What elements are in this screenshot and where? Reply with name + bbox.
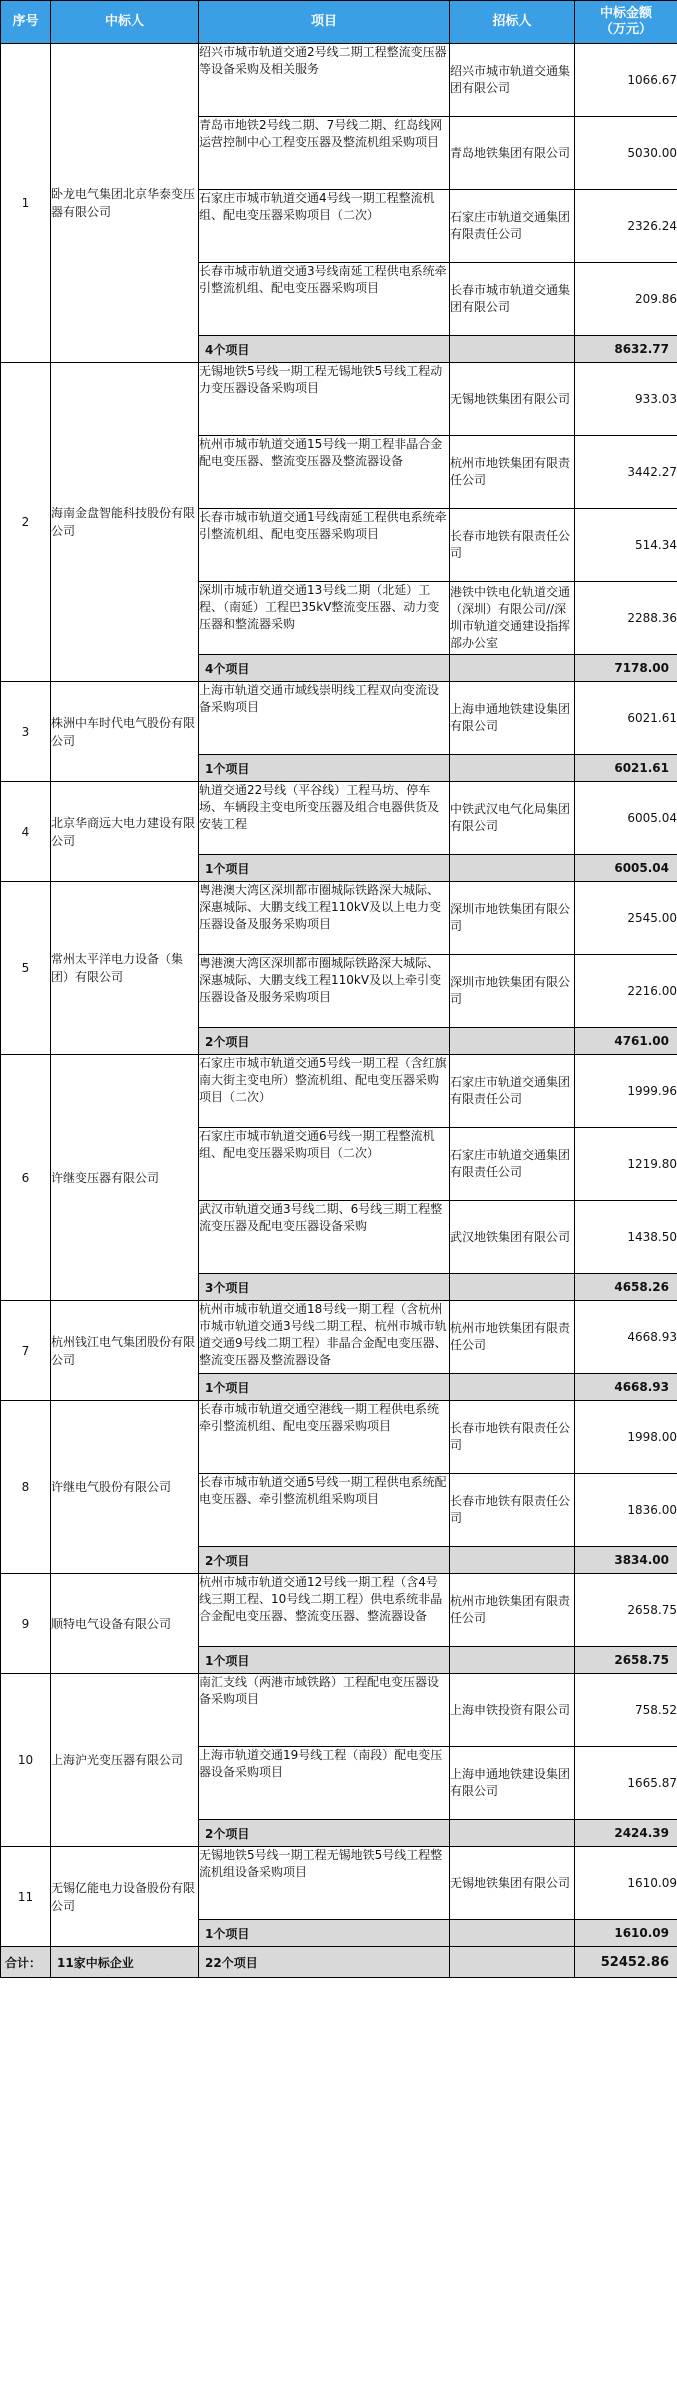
tenderer-name: 杭州市地铁集团有限责任公司 <box>450 1574 575 1647</box>
tenderer-name: 上海申通地铁建设集团有限公司 <box>450 682 575 755</box>
table-row <box>1 363 677 436</box>
subtotal-blank <box>450 1547 575 1574</box>
subtotal-blank <box>450 336 575 363</box>
table-row <box>1 1574 677 1647</box>
tenderer-name: 港铁中铁电化轨道交通（深圳）有限公司//深圳市轨道交通建设指挥部办公室 <box>450 582 575 655</box>
project-name: 长春市城市轨道交通3号线南延工程供电系统牵引整流机组、配电变压器采购项目 <box>199 263 450 336</box>
winner-name: 株洲中车时代电气股份有限公司 <box>51 682 199 782</box>
tenderer-name: 深圳市地铁集团有限公司 <box>450 882 575 955</box>
table-row <box>1 782 677 855</box>
tenderer-name: 杭州市地铁集团有限责任公司 <box>450 436 575 509</box>
project-name: 南汇支线（两港市域铁路）工程配电变压器设备采购项目 <box>199 1674 450 1747</box>
bid-amount: 2658.75 <box>575 1574 677 1647</box>
subtotal-amount: 6021.61 <box>575 755 677 782</box>
tenderer-name: 绍兴市城市轨道交通集团有限公司 <box>450 44 575 117</box>
bid-amount: 933.03 <box>575 363 677 436</box>
table-row <box>1 882 677 955</box>
tenderer-name: 杭州市地铁集团有限责任公司 <box>450 1301 575 1374</box>
table-body <box>1 44 677 1978</box>
bid-amount: 1438.50 <box>575 1201 677 1274</box>
subtotal-count: 2个项目 <box>199 1028 450 1055</box>
subtotal-count: 2个项目 <box>199 1547 450 1574</box>
table-row <box>1 1847 677 1920</box>
subtotal-blank <box>450 755 575 782</box>
row-seq: 4 <box>1 782 51 882</box>
subtotal-blank <box>450 855 575 882</box>
bid-amount: 2545.00 <box>575 882 677 955</box>
project-name: 杭州市城市轨道交通12号线一期工程（含4号线三期工程、10号线二期工程）供电系统非晶合金配电变压器、整流变压器、整流器设备 <box>199 1574 450 1647</box>
project-name: 石家庄市城市轨道交通6号线一期工程整流机组、配电变压器采购项目（二次） <box>199 1128 450 1201</box>
subtotal-blank <box>450 655 575 682</box>
bid-amount: 4668.93 <box>575 1301 677 1374</box>
project-name: 长春市城市轨道交通空港线一期工程供电系统牵引整流机组、配电变压器采购项目 <box>199 1401 450 1474</box>
winner-name: 顺特电气设备有限公司 <box>51 1574 199 1674</box>
subtotal-count: 2个项目 <box>199 1820 450 1847</box>
bid-amount: 5030.00 <box>575 117 677 190</box>
winner-name: 北京华商远大电力建设有限公司 <box>51 782 199 882</box>
project-name: 杭州市城市轨道交通15号线一期工程非晶合金配电变压器、整流变压器及整流器设备 <box>199 436 450 509</box>
subtotal-amount: 4668.93 <box>575 1374 677 1401</box>
subtotal-blank <box>450 1028 575 1055</box>
tenderer-name: 无锡地铁集团有限公司 <box>450 363 575 436</box>
header-winner: 中标人 <box>51 1 199 44</box>
row-seq: 1 <box>1 44 51 363</box>
project-name: 杭州市城市轨道交通18号线一期工程（含杭州市城市轨道交通3号线二期工程、杭州市城市轨道交通9号线二期工程）非晶合金配电变压器、整流变压器及整流器设备 <box>199 1301 450 1374</box>
subtotal-blank <box>450 1920 575 1947</box>
bid-amount: 6005.04 <box>575 782 677 855</box>
total-row <box>1 1947 677 1978</box>
header-seq: 序号 <box>1 1 51 44</box>
project-name: 武汉市轨道交通3号线二期、6号线三期工程整流变压器及配电变压器设备采购 <box>199 1201 450 1274</box>
project-name: 石家庄市城市轨道交通4号线一期工程整流机组、配电变压器采购项目（二次） <box>199 190 450 263</box>
total-amount: 52452.86 <box>575 1947 677 1978</box>
bid-amount: 3442.27 <box>575 436 677 509</box>
subtotal-amount: 2658.75 <box>575 1647 677 1674</box>
subtotal-amount: 4658.26 <box>575 1274 677 1301</box>
winner-name: 常州太平洋电力设备（集团）有限公司 <box>51 882 199 1055</box>
table-row <box>1 44 677 117</box>
project-name: 长春市城市轨道交通1号线南延工程供电系统牵引整流机组、配电变压器采购项目 <box>199 509 450 582</box>
total-label: 合计： <box>1 1947 51 1978</box>
subtotal-amount: 8632.77 <box>575 336 677 363</box>
project-name: 轨道交通22号线（平谷线）工程马坊、停车场、车辆段主变电所变压器及组合电器供货及安装工程 <box>199 782 450 855</box>
bid-amount: 1610.09 <box>575 1847 677 1920</box>
project-name: 无锡地铁5号线一期工程无锡地铁5号线工程整流机组设备采购项目 <box>199 1847 450 1920</box>
tenderer-name: 长春市地铁有限责任公司 <box>450 1474 575 1547</box>
bid-amount: 2326.24 <box>575 190 677 263</box>
winner-name: 许继变压器有限公司 <box>51 1055 199 1301</box>
tenderer-name: 上海申通地铁建设集团有限公司 <box>450 1747 575 1820</box>
project-name: 无锡地铁5号线一期工程无锡地铁5号线工程动力变压器设备采购项目 <box>199 363 450 436</box>
subtotal-amount: 3834.00 <box>575 1547 677 1574</box>
bid-amount: 2216.00 <box>575 955 677 1028</box>
tenderer-name: 长春市城市轨道交通集团有限公司 <box>450 263 575 336</box>
subtotal-count: 3个项目 <box>199 1274 450 1301</box>
header-tenderer: 招标人 <box>450 1 575 44</box>
tenderer-name: 石家庄市轨道交通集团有限责任公司 <box>450 1128 575 1201</box>
project-name: 石家庄市城市轨道交通5号线一期工程（含红旗南大街主变电所）整流机组、配电变压器采购项目（二次） <box>199 1055 450 1128</box>
subtotal-blank <box>450 1274 575 1301</box>
subtotal-blank <box>450 1374 575 1401</box>
row-seq: 7 <box>1 1301 51 1401</box>
total-blank <box>450 1947 575 1978</box>
bid-amount: 1665.87 <box>575 1747 677 1820</box>
row-seq: 3 <box>1 682 51 782</box>
bid-amount: 514.34 <box>575 509 677 582</box>
tenderer-name: 武汉地铁集团有限公司 <box>450 1201 575 1274</box>
bid-amount: 6021.61 <box>575 682 677 755</box>
header-row <box>1 1 677 44</box>
bid-amount: 1219.80 <box>575 1128 677 1201</box>
table-row <box>1 1301 677 1374</box>
subtotal-amount: 1610.09 <box>575 1920 677 1947</box>
subtotal-count: 4个项目 <box>199 655 450 682</box>
winner-name: 许继电气股份有限公司 <box>51 1401 199 1574</box>
row-seq: 6 <box>1 1055 51 1301</box>
subtotal-count: 1个项目 <box>199 755 450 782</box>
tenderer-name: 上海申铁投资有限公司 <box>450 1674 575 1747</box>
bid-amount: 1999.96 <box>575 1055 677 1128</box>
tenderer-name: 深圳市地铁集团有限公司 <box>450 955 575 1028</box>
winner-name: 杭州钱江电气集团股份有限公司 <box>51 1301 199 1401</box>
bid-amount: 1066.67 <box>575 44 677 117</box>
row-seq: 10 <box>1 1674 51 1847</box>
row-seq: 2 <box>1 363 51 682</box>
bid-amount: 1836.00 <box>575 1474 677 1547</box>
winner-name: 上海沪光变压器有限公司 <box>51 1674 199 1847</box>
winner-name: 无锡亿能电力设备股份有限公司 <box>51 1847 199 1947</box>
subtotal-count: 1个项目 <box>199 1374 450 1401</box>
tenderer-name: 石家庄市轨道交通集团有限责任公司 <box>450 190 575 263</box>
project-name: 粤港澳大湾区深圳都市圈城际铁路深大城际、深惠城际、大鹏支线工程110kV及以上电力变压器设备及服务采购项目 <box>199 882 450 955</box>
bid-amount: 209.86 <box>575 263 677 336</box>
project-name: 上海市轨道交通市域线崇明线工程双向变流设备采购项目 <box>199 682 450 755</box>
bid-amount: 2288.36 <box>575 582 677 655</box>
bid-amount: 1998.00 <box>575 1401 677 1474</box>
subtotal-blank <box>450 1647 575 1674</box>
table-row <box>1 1401 677 1474</box>
subtotal-count: 1个项目 <box>199 1647 450 1674</box>
project-name: 上海市轨道交通19号线工程（南段）配电变压器设备采购项目 <box>199 1747 450 1820</box>
total-winners: 11家中标企业 <box>51 1947 199 1978</box>
tenderer-name: 长春市地铁有限责任公司 <box>450 1401 575 1474</box>
project-name: 长春市城市轨道交通5号线一期工程供电系统配电变压器、牵引整流机组采购项目 <box>199 1474 450 1547</box>
header-amount: 中标金额 （万元） <box>575 1 677 44</box>
subtotal-amount: 2424.39 <box>575 1820 677 1847</box>
project-name: 粤港澳大湾区深圳都市圈城际铁路深大城际、深惠城际、大鹏支线工程110kV及以上牵引变压器设备及服务采购项目 <box>199 955 450 1028</box>
winner-name: 海南金盘智能科技股份有限公司 <box>51 363 199 682</box>
subtotal-amount: 6005.04 <box>575 855 677 882</box>
tenderer-name: 青岛地铁集团有限公司 <box>450 117 575 190</box>
project-name: 深圳市城市轨道交通13号线二期（北延）工程、（南延）工程巴35kV整流变压器、动力变压器和整流器采购 <box>199 582 450 655</box>
subtotal-count: 4个项目 <box>199 336 450 363</box>
subtotal-count: 1个项目 <box>199 855 450 882</box>
subtotal-count: 1个项目 <box>199 1920 450 1947</box>
tenderer-name: 长春市地铁有限责任公司 <box>450 509 575 582</box>
total-projects: 22个项目 <box>199 1947 450 1978</box>
project-name: 青岛市地铁2号线二期、7号线二期、红岛线网运营控制中心工程变压器及整流机组采购项目 <box>199 117 450 190</box>
subtotal-amount: 4761.00 <box>575 1028 677 1055</box>
header-project: 项目 <box>199 1 450 44</box>
tenderer-name: 中铁武汉电气化局集团有限公司 <box>450 782 575 855</box>
project-name: 绍兴市城市轨道交通2号线二期工程整流变压器等设备采购及相关服务 <box>199 44 450 117</box>
tenderer-name: 石家庄市轨道交通集团有限责任公司 <box>450 1055 575 1128</box>
bid-amount: 758.52 <box>575 1674 677 1747</box>
table-row <box>1 682 677 755</box>
row-seq: 9 <box>1 1574 51 1674</box>
row-seq: 5 <box>1 882 51 1055</box>
table-row <box>1 1055 677 1128</box>
row-seq: 8 <box>1 1401 51 1574</box>
winner-name: 卧龙电气集团北京华泰变压器有限公司 <box>51 44 199 363</box>
tenderer-name: 无锡地铁集团有限公司 <box>450 1847 575 1920</box>
row-seq: 11 <box>1 1847 51 1947</box>
subtotal-amount: 7178.00 <box>575 655 677 682</box>
table-row <box>1 1674 677 1747</box>
subtotal-blank <box>450 1820 575 1847</box>
table-header <box>1 1 677 44</box>
